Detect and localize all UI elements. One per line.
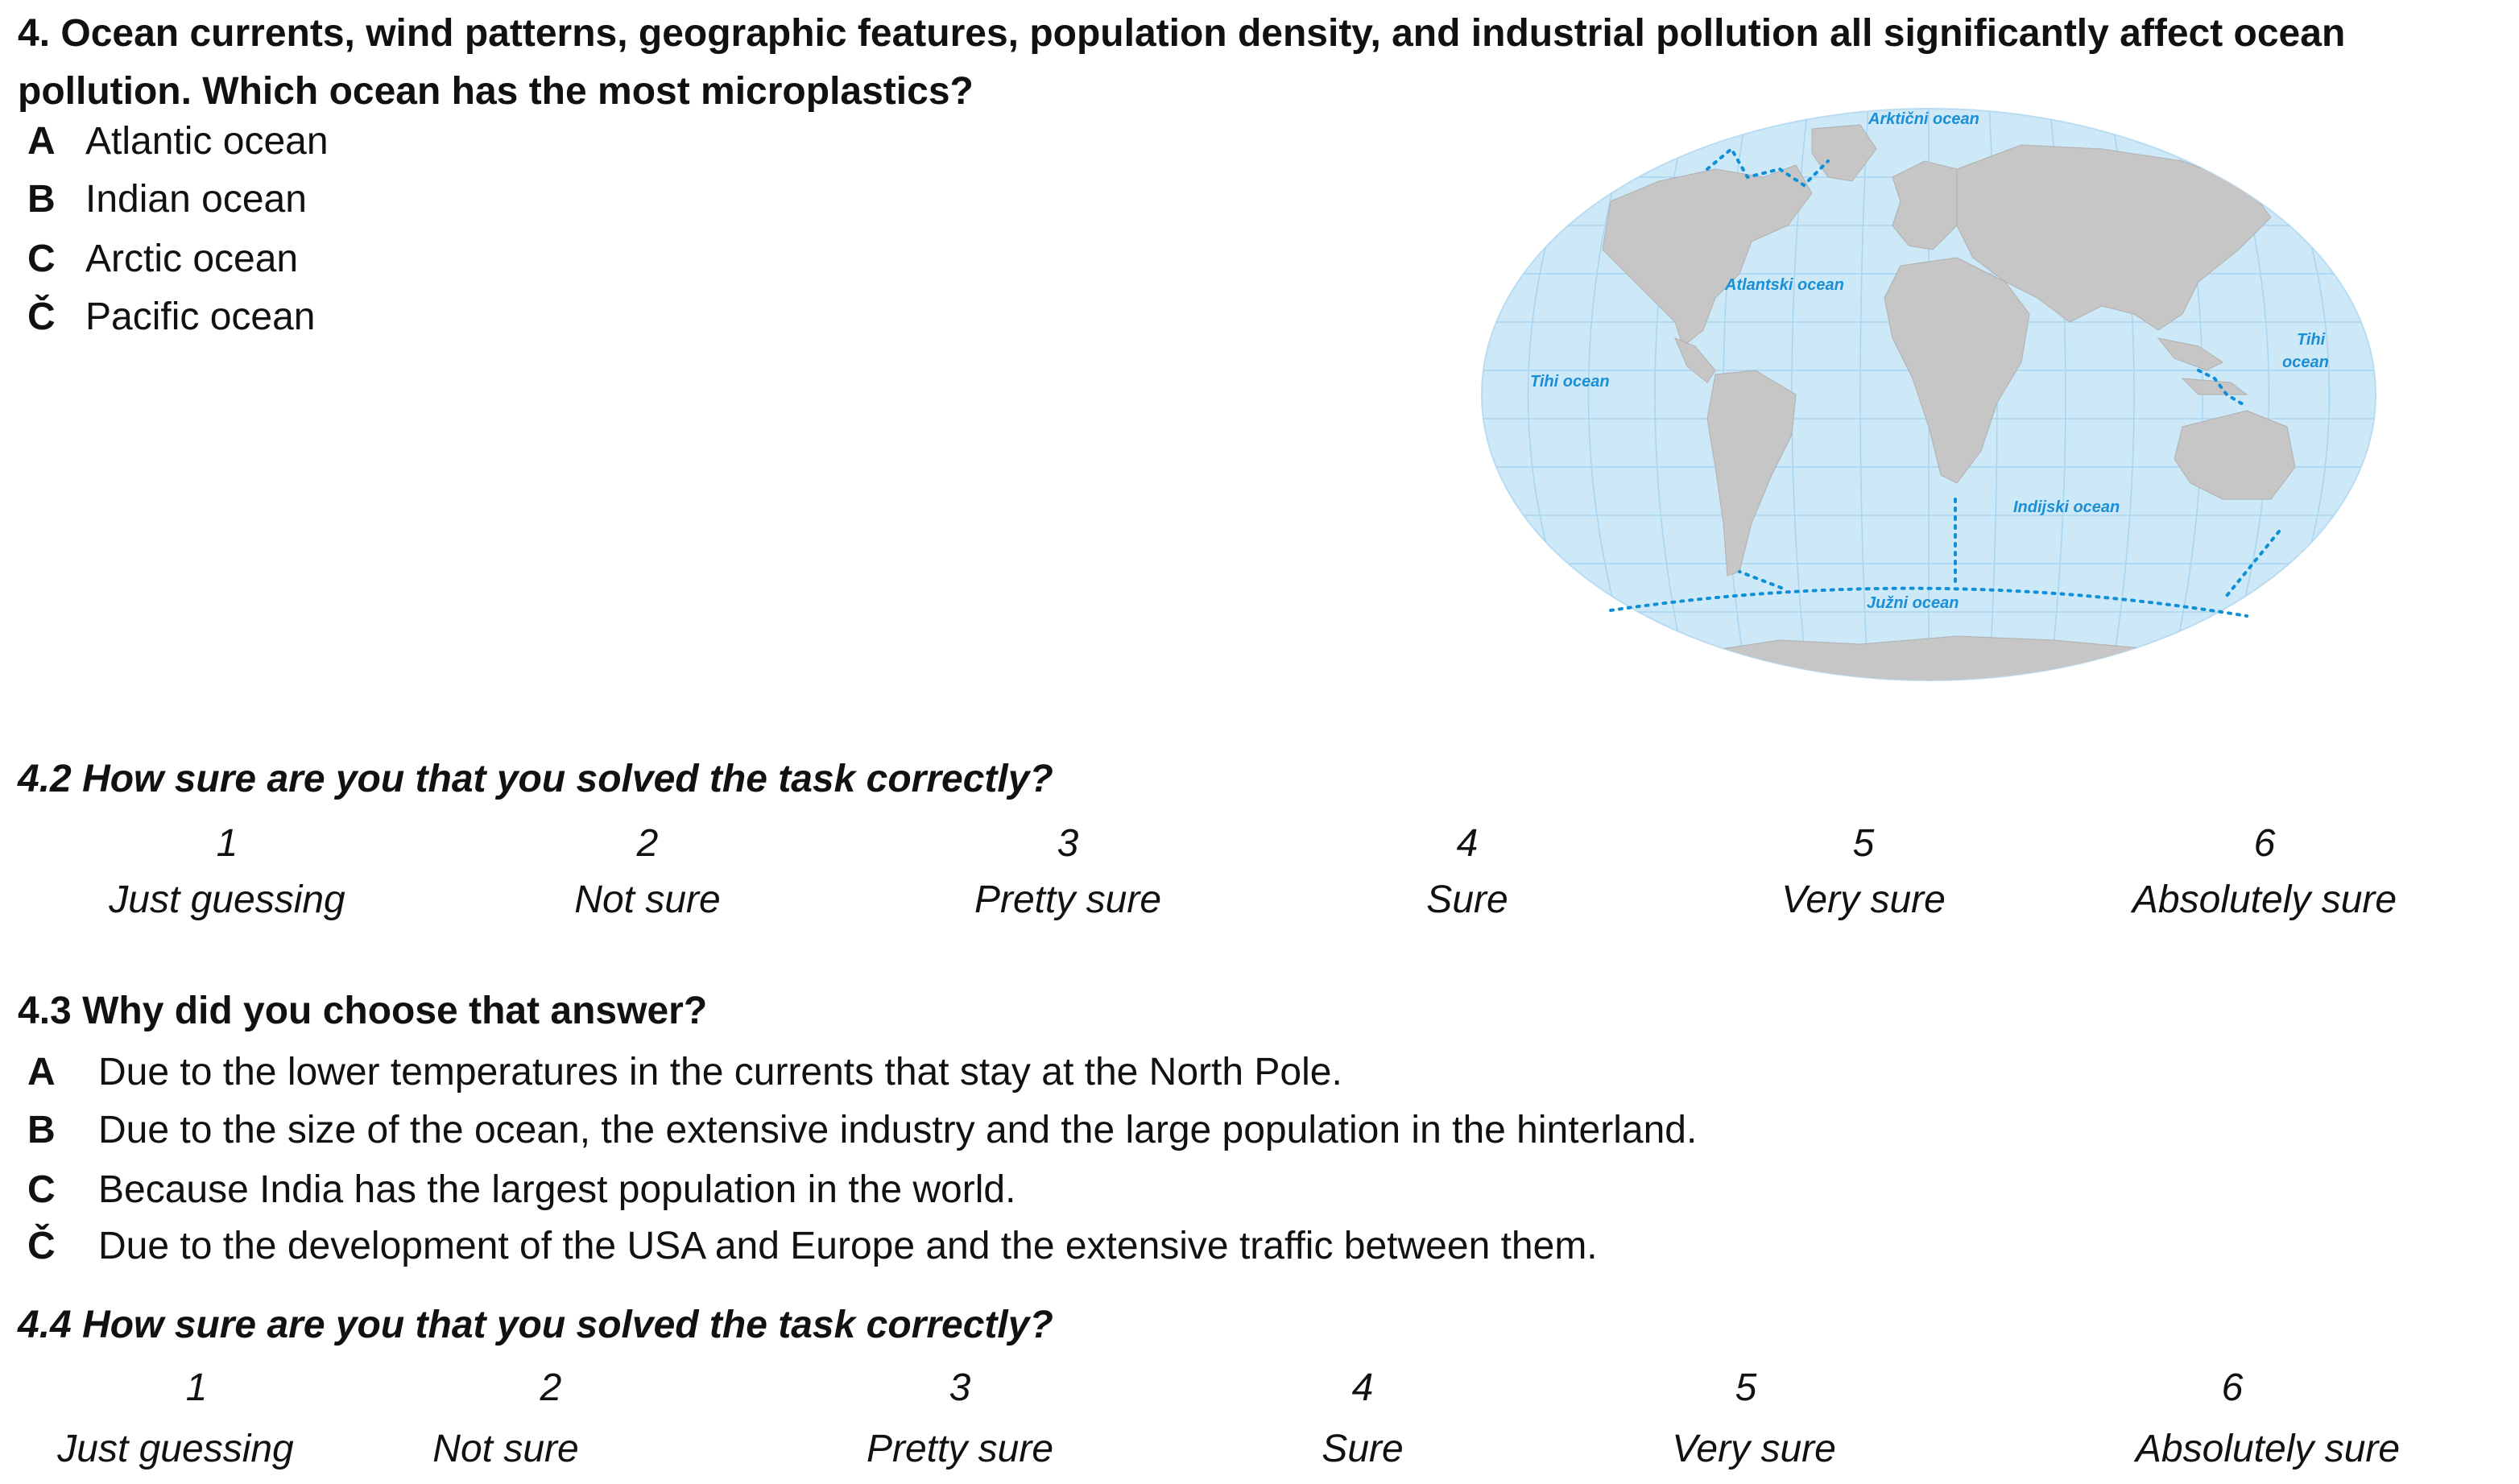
scale-label[interactable]: Not sure [574,878,721,921]
reason-option-b[interactable] [27,1108,1697,1152]
scale-number[interactable]: 2 [636,822,659,865]
scale-label[interactable]: Absolutely sure [2132,878,2397,921]
scale-number[interactable]: 5 [1852,822,1875,865]
reason-question-title: 4.3 Why did you choose that answer? [18,990,708,1032]
option-letter: Č [27,296,56,338]
scale-label[interactable]: Pretty sure [866,1428,1054,1470]
option-text: Atlantic ocean [85,120,329,163]
reason-option-c-caron[interactable] [27,1224,1598,1268]
option-letter: A [27,120,56,163]
scale-number[interactable]: 1 [216,822,238,865]
label-arctic-ocean: Arktični ocean [1868,110,1979,128]
scale-number[interactable]: 5 [1735,1366,1757,1409]
option-text: Pacific ocean [85,296,316,338]
option-letter: C [27,1168,56,1211]
option-letter: B [27,1109,56,1151]
world-map-svg [1474,105,2384,684]
scale-number[interactable]: 6 [2253,822,2276,865]
option-letter: Č [27,1225,56,1267]
reason-option-c[interactable] [27,1168,1015,1212]
scale-label[interactable]: Just guessing [109,878,345,921]
confidence-question-title: 4.2 How sure are you that you solved the task correctly? [18,758,1053,800]
label-pacific-ocean-west: Tihi ocean [1530,373,1610,391]
answer-option-b[interactable] [27,177,307,221]
option-text: Arctic ocean [85,238,299,280]
scale-number[interactable]: 3 [1057,822,1079,865]
option-text: Due to the development of the USA and Europe and the extensive traffic between them. [98,1225,1598,1267]
scale-label[interactable]: Not sure [432,1428,579,1470]
label-pacific-ocean-east-line1: Tihi [2297,331,2326,349]
scale-label[interactable]: Sure [1426,878,1508,921]
scale-label[interactable]: Very sure [1672,1428,1836,1470]
label-southern-ocean: Južni ocean [1867,594,1959,612]
scale-label[interactable]: Sure [1322,1428,1404,1470]
scale-number[interactable]: 4 [1351,1366,1374,1409]
answer-option-c-caron[interactable] [27,295,316,339]
label-atlantic-ocean: Atlantski ocean [1725,276,1844,294]
answer-option-c[interactable] [27,237,298,281]
label-indian-ocean: Indijski ocean [2013,498,2120,516]
option-letter: C [27,238,56,280]
scale-label[interactable]: Just guessing [57,1428,294,1470]
label-pacific-ocean-east-line2: ocean [2282,353,2329,371]
scale-label[interactable]: Absolutely sure [2135,1428,2401,1470]
scale-label[interactable]: Pretty sure [974,878,1162,921]
confidence-question-title: 4.4 How sure are you that you solved the task correctly? [18,1304,1053,1346]
option-text: Because India has the largest population in the world. [98,1168,1016,1211]
option-letter: B [27,178,56,221]
option-text: Indian ocean [85,178,307,221]
scale-number[interactable]: 1 [185,1366,208,1409]
option-letter: A [27,1051,56,1093]
reason-option-a[interactable] [27,1050,1342,1094]
scale-number[interactable]: 2 [540,1366,562,1409]
scale-number[interactable]: 6 [2221,1366,2244,1409]
scale-number[interactable]: 4 [1456,822,1479,865]
scale-label[interactable]: Very sure [1781,878,1946,921]
question-title: 4. Ocean currents, wind patterns, geographic features, population density, and industrial pollution all significantly affect ocean pollution. Which ocean has the most microplastics? [18,12,2346,113]
answer-option-a[interactable] [27,119,329,163]
option-text: Due to the lower temperatures in the currents that stay at the North Pole. [98,1051,1342,1093]
option-text: Due to the size of the ocean, the extensive industry and the large population in the hinterland. [98,1109,1698,1151]
world-map [1474,105,2384,684]
scale-number[interactable]: 3 [949,1366,971,1409]
